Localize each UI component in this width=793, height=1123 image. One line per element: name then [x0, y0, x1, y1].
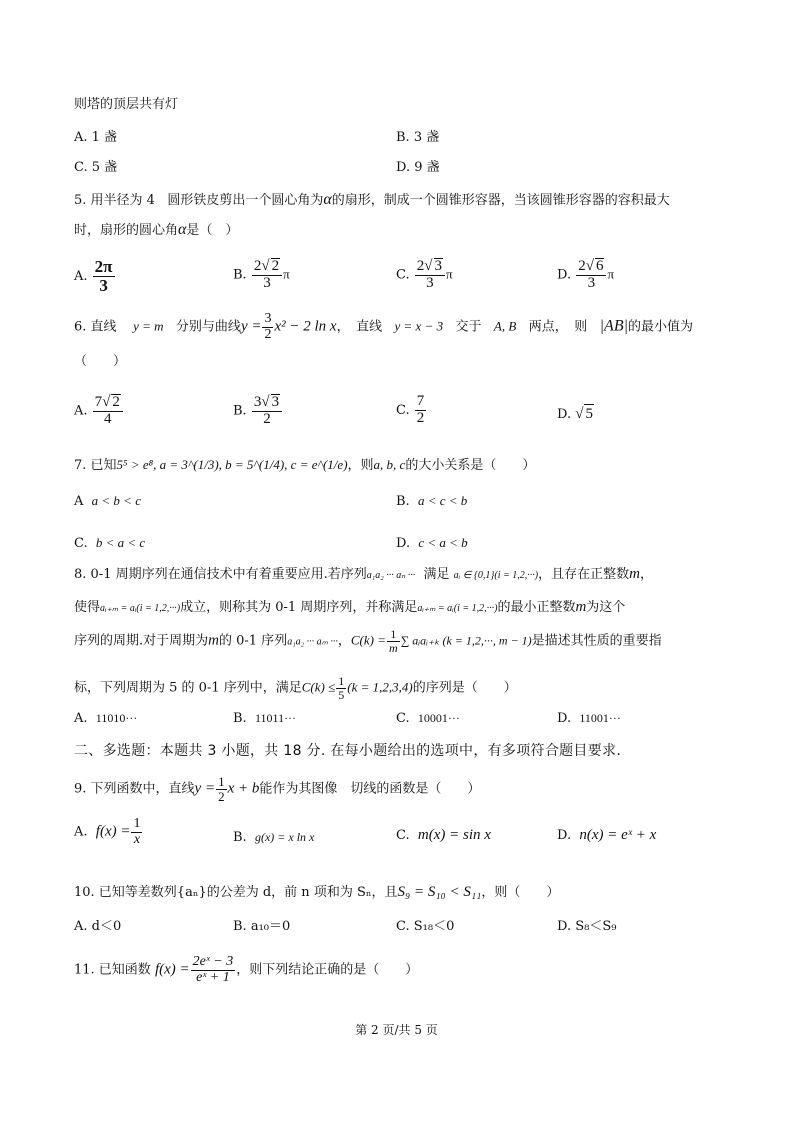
q6-paren: （ ） — [74, 354, 127, 369]
q9-option-b: B. g(x) = x ln x — [233, 830, 315, 845]
page-footer: 第 2 页/共 5 页 — [355, 1023, 438, 1037]
q8-option-a: A. 11010··· — [74, 711, 138, 726]
q10-option-c: C. S₁₈＜0 — [396, 919, 455, 934]
q5-line1: 5. 用半径为 4 圆形铁皮剪出一个圆心角为α的扇形，制成一个圆锥形容器，当该圆锥形容器的容积最大 — [74, 191, 670, 208]
q8-option-d: D. 11001··· — [557, 711, 621, 726]
q10-option-b: B. a₁₀＝0 — [233, 919, 291, 934]
q4-tail: 则塔的顶层共有灯 — [74, 97, 179, 112]
q8-line1: 8. 0-1 周期序列在通信技术中有着重要应用.若序列a₁a₂ ··· aₙ ··· 满足 aᵢ ∈ {0,1}(i = 1,2,···)，且存在正整数m， — [74, 566, 653, 582]
q9-option-d: D. n(x) = eˣ + x — [557, 827, 657, 843]
q5-option-c: C. $\frac{2√ 3}{3}$ π — [396, 258, 453, 291]
q7-line: 7. 已知5⁵ > e⁸, a = 3^(1/3), b = 5^(1/4), c = e^(1/e)，则a, b, c的大小关系是（ ） — [74, 457, 536, 473]
q8-line2: 使得aᵢ₊ₘ = aᵢ(i = 1,2,···)成立，则称其为 0-1 周期序列，并称满足aᵢ₊ₘ = aᵢ(i = 1,2,···)的最小正整数m为这个 — [74, 599, 626, 615]
q7-option-a: A a < b < c — [74, 493, 141, 509]
q5-option-d: D. $\frac{2√ 6}{3}$ π — [557, 258, 615, 291]
q5-option-b: B. $\frac{2√ 2}{3}$ π — [233, 258, 290, 291]
q6-option-c: C. $\frac{7}{2}$ — [396, 393, 425, 426]
q11-line: 11. 已知函数 f(x) = $\frac{\text{2eˣ − 3}}{\text{eˣ + 1}}$ ，则下列结论正确的是（ ） — [74, 954, 419, 985]
q6-option-d: D. √ 5 — [557, 406, 593, 422]
q4-option-b: B. 3 盏 — [396, 130, 440, 145]
q10-option-a: A. d＜0 — [74, 919, 122, 934]
q6-option-b: B. $\frac{3√ 3}{2}$ — [233, 394, 283, 428]
q10-line: 10. 已知等差数列{aₙ}的公差为 d，前 n 项和为 Sₙ，且S₉ = S₁₀ < S₁₁，则（ ） — [74, 884, 560, 900]
q8-line4: 标，下列周期为 5 的 0-1 序列中，满足C(k) ≤ $\frac{1}{5}$ (k = 1,2,3,4)的序列是（ ） — [74, 674, 517, 702]
q9-option-a: A. f(x) = $\frac{1}{x}$ — [74, 816, 141, 847]
section-heading: 二、多选题：本题共 3 小题，共 18 分. 在每小题给出的选项中，有多项符合题目要求. — [74, 743, 622, 759]
q7-option-b: B. a < c < b — [396, 493, 468, 509]
q5-line2: 时，扇形的圆心角α是（ ） — [74, 221, 239, 238]
q6-line1: 6. 直线 y = m 分别与曲线y = $\frac{3}{2}$ x² − 2 ln x， 直线 y = x − 3 交于 A, B 两点， 则 |AB|的最小值为 — [74, 311, 693, 342]
q9-option-c: C. m(x) = sin x — [396, 827, 491, 843]
q4-option-c: C. 5 盏 — [74, 160, 118, 175]
q9-line: 9. 下列函数中，直线y = $\frac{1}{2}$ x + b能作为其图像 切线的函数是（ ） — [74, 774, 481, 804]
q7-option-c: C. b < a < c — [74, 535, 146, 551]
q8-option-b: B. 11011··· — [233, 711, 297, 726]
q10-option-d: D. S₈＜S₉ — [557, 919, 617, 934]
q5-option-a: A. $\frac{2\pi}{3}$ — [74, 257, 113, 295]
q7-option-d: D. c < a < b — [396, 535, 468, 551]
q6-option-a: A. $\frac{7√ 2}{4}$ — [74, 394, 124, 428]
q8-line3: 序列的周期.对于周期为m的 0-1 序列a₁a₂ ··· aₘ ···，C(k) = $\frac{1}{m}$ ∑ aᵢaᵢ₊ₖ (k = 1,2,···, m − 1)是描述其性质的重要指 — [74, 627, 662, 655]
q8-option-c: C. 10001··· — [396, 711, 460, 726]
q4-option-a: A. 1 盏 — [74, 130, 118, 145]
q4-option-d: D. 9 盏 — [396, 160, 440, 175]
